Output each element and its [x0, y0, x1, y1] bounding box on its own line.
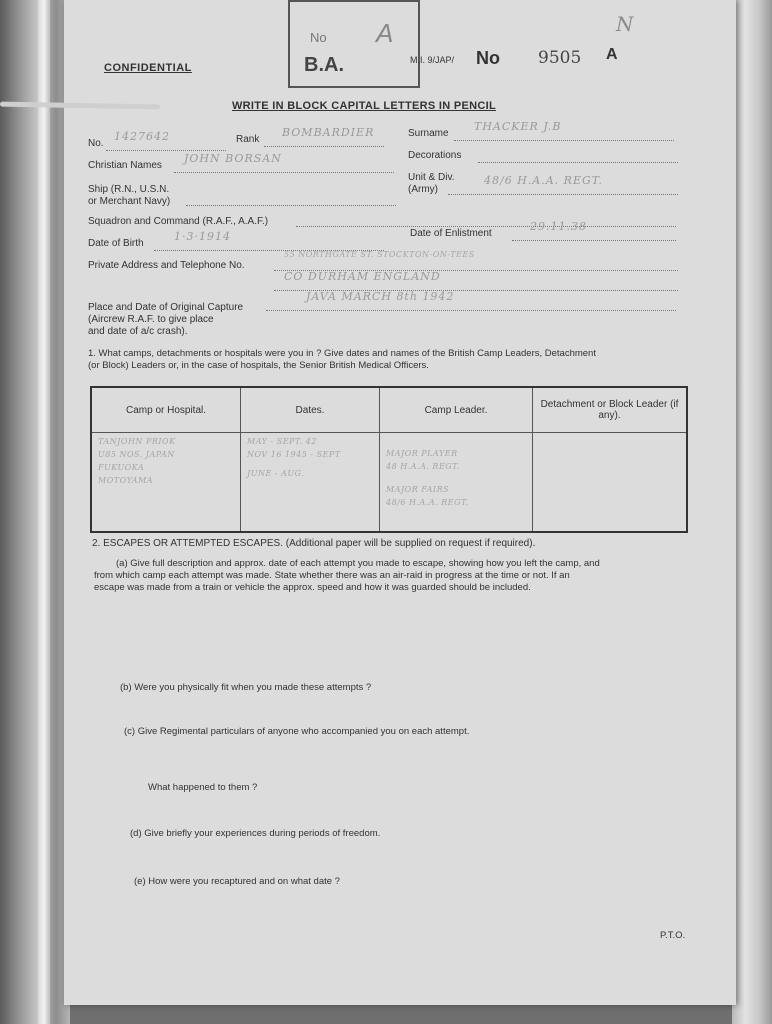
question-2b: (b) Were you physically fit when you made these attempts ?: [120, 682, 372, 693]
unit-label-2: (Army): [408, 184, 438, 195]
instruction-heading: WRITE IN BLOCK CAPITAL LETTERS IN PENCIL: [232, 100, 496, 112]
form-page: [64, 0, 736, 1005]
capture-label-2: (Aircrew R.A.F. to give place: [88, 314, 214, 325]
header-detachment-leader: Detachment or Block Leader (if any).: [533, 387, 688, 433]
leader-entry: 48 H.A.A. REGT.: [386, 462, 460, 471]
question-1-line-1: 1. What camps, detachments or hospitals were you in ? Give dates and names of the British Camp Leaders, Detachment: [88, 348, 596, 359]
dob-value: 1·3·1914: [174, 230, 231, 243]
question-2a-line-1: (a) Give full description and approx. date of each attempt you made to escape, showing how you left the camp, and: [116, 558, 600, 569]
dates-entry: NOV 16 1945 - SEPT: [247, 450, 341, 459]
leader-entry: MAJOR FAIRS: [386, 485, 450, 494]
question-1-line-2: (or Block) Leaders or, in the case of hospitals, the Senior British Medical Officers.: [88, 360, 429, 371]
mi-ref: M.I. 9/JAP/: [410, 55, 455, 65]
no-field-label: No.: [88, 138, 104, 149]
corner-note: N: [616, 12, 634, 36]
stamp-ba: B.A.: [304, 54, 344, 76]
dates-entry: JUNE - AUG.: [247, 469, 305, 478]
capture-label-1: Place and Date of Original Capture: [88, 302, 244, 313]
question-2e: (e) How were you recaptured and on what date ?: [134, 876, 340, 887]
pto-label: P.T.O.: [660, 930, 686, 941]
address-line-2: CO DURHAM ENGLAND: [284, 270, 441, 283]
form-number: 9505: [538, 48, 582, 68]
christian-names-label: Christian Names: [88, 160, 162, 171]
camp-entry: TANJOHN PRIOK: [98, 437, 176, 446]
question-2a-line-2: from which camp each attempt was made. State whether there was an air-raid in progress at the time or not. If an: [94, 570, 570, 581]
stacked-pages-edge: [732, 0, 772, 1024]
ship-label-2: or Merchant Navy): [88, 196, 171, 207]
form-suffix: A: [606, 46, 618, 63]
surname-label: Surname: [408, 128, 449, 139]
decorations-label: Decorations: [408, 150, 462, 161]
header-dates: Dates.: [241, 387, 380, 433]
ship-label-1: Ship (R.N., U.S.N.: [88, 184, 170, 195]
camp-entry: MOTOYAMA: [98, 476, 154, 485]
question-2c-followup: What happened to them ?: [148, 782, 258, 793]
header-camp: Camp or Hospital.: [91, 387, 241, 433]
dob-label: Date of Birth: [88, 238, 144, 249]
enlistment-value: 29.11.38: [530, 220, 587, 233]
leader-entry: MAJOR PLAYER: [386, 449, 458, 458]
stamp-no: No: [310, 30, 327, 45]
question-2-title: 2. ESCAPES OR ATTEMPTED ESCAPES. (Additional paper will be supplied on request if required).: [92, 538, 536, 549]
binder-spine: [0, 0, 70, 1024]
confidential-label: CONFIDENTIAL: [104, 62, 192, 74]
dates-entry: MAY - SEPT. 42: [247, 437, 317, 446]
question-2a-line-3: escape was made from a train or vehicle the approx. speed and how it was guarded should be included.: [94, 582, 531, 593]
unit-label-1: Unit & Div.: [408, 172, 455, 183]
capture-label-3: and date of a/c crash).: [88, 326, 188, 337]
service-number-value: 1427642: [114, 130, 170, 143]
camps-table-header: [91, 387, 687, 433]
camp-cell: [91, 433, 241, 533]
leader-entry: 48/6 H.A.A. REGT.: [386, 498, 469, 507]
detachment-cell: [533, 433, 688, 533]
christian-names-value: JOHN BORSAN: [184, 152, 282, 165]
unit-value: 48/6 H.A.A. REGT.: [484, 174, 603, 187]
stamp-extra: A: [376, 18, 394, 48]
ba-stamp: [288, 0, 420, 88]
rank-value: BOMBARDIER: [282, 126, 375, 139]
camp-entry: U85 NOS. JAPAN: [98, 450, 175, 459]
dates-cell: [241, 433, 380, 533]
camp-entry: FUKUOKA: [98, 463, 145, 472]
no-label: No: [476, 48, 500, 68]
header-camp-leader: Camp Leader.: [380, 387, 533, 433]
address-label: Private Address and Telephone No.: [88, 260, 245, 271]
binder-stripe: [38, 0, 50, 1024]
question-2d: (d) Give briefly your experiences during periods of freedom.: [130, 828, 381, 839]
enlistment-label: Date of Enlistment: [410, 228, 492, 239]
address-line-1: 55 NORTHGATE ST. STOCKTON-ON-TEES: [284, 250, 475, 259]
table-row: [91, 433, 687, 533]
question-2c: (c) Give Regimental particulars of anyone who accompanied you on each attempt.: [124, 726, 470, 737]
capture-value: JAVA MARCH 8th 1942: [306, 290, 455, 303]
camps-table: [90, 386, 688, 533]
leader-cell: [380, 433, 533, 533]
surname-value: THACKER J.B: [474, 120, 562, 133]
rank-label: Rank: [236, 134, 260, 145]
squadron-label: Squadron and Command (R.A.F., A.A.F.): [88, 216, 269, 227]
